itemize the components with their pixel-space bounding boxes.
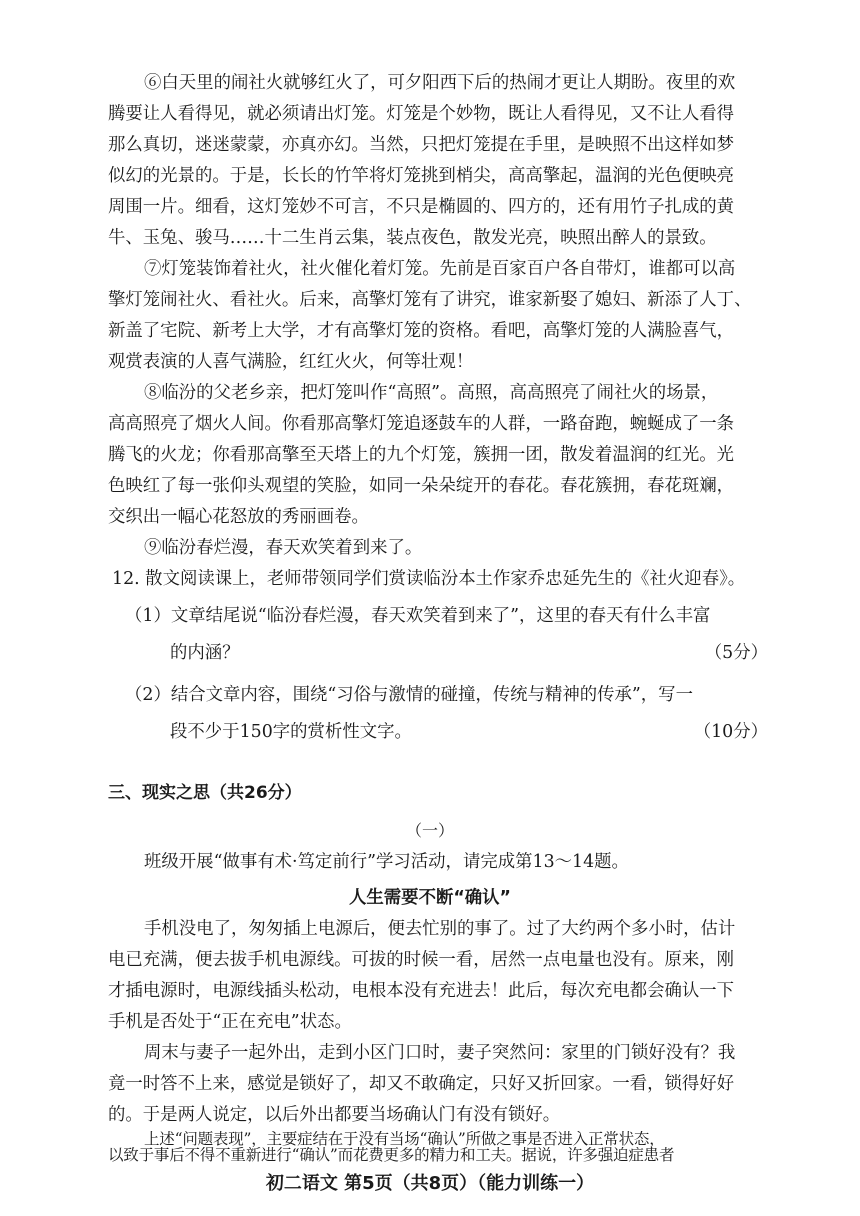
passage-p6-line-6: 牛、玉兔、骏马……十二生肖云集，装点夜色，散发光亮，映照出醉人的景致。 — [108, 228, 717, 248]
article-title: 人生需要不断“确认” — [349, 888, 511, 908]
passage-p6-line-1: ⑥白天里的闹社火就够红火了，可夕阳西下后的热闹才更让人期盼。夜里的欢 — [144, 73, 736, 93]
article-p3-line-2: 以致于事后不得不重新进行“确认”而花费更多的精力和工夫。据说，许多强迫症患者 — [108, 1147, 675, 1163]
passage-p6-line-3: 那么真切，迷迷蒙蒙，亦真亦幻。当然，只把灯笼提在手里，是映照不出这样如梦 — [108, 135, 735, 155]
article-p1-line-2: 电已充满，便去拔手机电源线。可拔的时候一看，居然一点电量也没有。原来，刚 — [108, 950, 735, 970]
article-p1-line-1: 手机没电了，匆匆插上电源后，便去忙别的事了。过了大约两个多小时，估计 — [144, 919, 736, 939]
passage-p9: ⑨临汾春烂漫，春天欢笑着到来了。 — [144, 538, 423, 558]
passage-p6-line-5: 周围一片。细看，这灯笼妙不可言，不只是椭圆的、四方的，还有用竹子扎成的黄 — [108, 197, 735, 217]
activity-intro: 班级开展“做事有术·笃定前行”学习活动，请完成第13～14题。 — [144, 852, 629, 872]
passage-p8-line-1: ⑧临汾的父老乡亲，把灯笼叫作“高照”。高照，高高照亮了闹社火的场景， — [144, 383, 719, 403]
article-p1-line-4: 手机是否处于“正在充电”状态。 — [108, 1012, 352, 1032]
question-12-2-line-2: 段不少于150字的赏析性文字。 — [170, 722, 412, 742]
passage-p6-line-2: 腾要让人看得见，就必须请出灯笼。灯笼是个妙物，既让人看得见，又不让人看得 — [108, 104, 735, 124]
passage-p8-line-2: 高高照亮了烟火人间。你看那高擎灯笼追逐鼓车的人群，一路奋跑，蜿蜒成了一条 — [108, 414, 735, 434]
part-marker: （一） — [405, 821, 454, 840]
passage-p8-line-3: 腾飞的火龙；你看那高擎至天塔上的九个灯笼，簇拥一团，散发着温润的红光。光 — [108, 445, 735, 465]
passage-p8-line-4: 色映红了每一张仰头观望的笑脸，如同一朵朵绽开的春花。春花簇拥，春花斑斓， — [108, 476, 735, 496]
article-p2-line-3: 的。于是两人说定，以后外出都要当场确认门有没有锁好。 — [108, 1105, 561, 1125]
passage-p7-line-1: ⑦灯笼装饰着社火，社火催化着灯笼。先前是百家百户各自带灯，谁都可以高 — [144, 259, 736, 279]
article-p2-line-1: 周末与妻子一起外出，走到小区门口时，妻子突然问：家里的门锁好没有？我 — [144, 1043, 736, 1063]
passage-p7-line-3: 新盖了宅院、新考上大学，才有高擎灯笼的资格。看吧，高擎灯笼的人满脸喜气， — [108, 321, 735, 341]
question-12-1-line-1: （1）文章结尾说“临汾春烂漫，春天欢笑着到来了”，这里的春天有什么丰富 — [125, 606, 711, 626]
question-12-2-score: （10分） — [693, 722, 768, 742]
article-p3-line-1: 上述“问题表现”，主要症结在于没有当场“确认”所做之事是否进入正常状态， — [144, 1131, 665, 1147]
article-p2-line-2: 竟一时答不上来，感觉是锁好了，却又不敢确定，只好又折回家。一看，锁得好好 — [108, 1074, 735, 1094]
question-12-stem: 12. 散文阅读课上，老师带领同学们赏读临汾本土作家乔忠延先生的《社火迎春》。 — [112, 569, 746, 589]
question-12-1-score: （5分） — [704, 643, 768, 663]
passage-p6-line-4: 似幻的光景的。于是，长长的竹竿将灯笼挑到梢尖，高高擎起，温润的光色便映亮 — [108, 166, 735, 186]
passage-p7-line-2: 擎灯笼闹社火、看社火。后来，高擎灯笼有了讲究，谁家新娶了媳妇、新添了人丁、 — [108, 290, 752, 310]
page-footer: 初二语文 第5页（共8页）（能力训练一） — [265, 1173, 595, 1194]
article-p1-line-3: 才插电源时，电源线插头松动，电根本没有充进去！此后，每次充电都会确认一下 — [108, 981, 735, 1001]
passage-p7-line-4: 观赏表演的人喜气满脸，红红火火，何等壮观！ — [108, 352, 474, 372]
section-3-heading: 三、现实之思（共26分） — [108, 783, 302, 803]
question-12-1-line-2: 的内涵？ — [170, 643, 240, 663]
passage-p8-line-5: 交织出一幅心花怒放的秀丽画卷。 — [108, 507, 369, 527]
question-12-2-line-1: （2）结合文章内容，围绕“习俗与激情的碰撞，传统与精神的传承”，写一 — [125, 685, 693, 705]
